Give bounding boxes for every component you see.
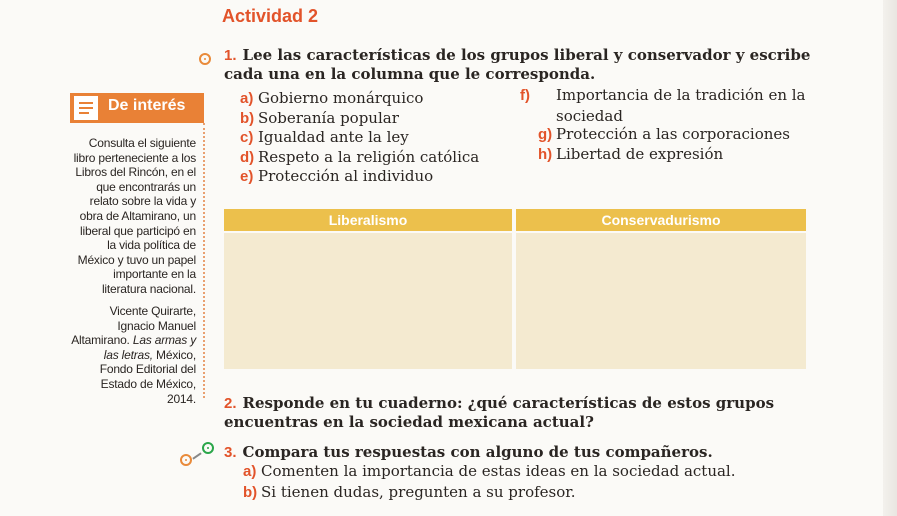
question-1-number: 1. — [224, 47, 237, 64]
question-2 — [224, 394, 814, 432]
question-3 — [224, 443, 814, 462]
option-b: b) Soberanía popular — [240, 109, 399, 127]
de-interes-header — [70, 93, 204, 123]
question-1-text: Lee las características de los grupos liberal y conservador y escribe cada una en la columna que le corresponda. — [224, 46, 811, 83]
column-header-liberalismo: Liberalismo — [224, 209, 512, 231]
reference-title: Las armas y las letras, — [103, 333, 196, 362]
option-a: a) Gobierno monárquico — [240, 89, 424, 107]
question-3-number: 3. — [224, 444, 237, 461]
q3-option-b: b) Si tienen dudas, pregunten a su profesor. — [243, 483, 576, 501]
de-interes-heading: De interés — [108, 97, 186, 114]
option-f: f) Importancia de la tradición en la sociedad — [520, 86, 806, 125]
sidebar-reference — [70, 304, 196, 406]
option-h: h) Libertad de expresión — [538, 145, 724, 163]
reference-authors: Vicente Quirarte, Ignacio Manuel Altamirano. — [71, 304, 196, 348]
question-3-text: Compara tus respuestas con alguno de tus compañeros. — [242, 443, 713, 461]
column-header-conservadurismo: Conservadurismo — [516, 209, 806, 231]
sidebar-intro: Consulta el siguiente libro perteneciente a los Libros del Rincón, en el que encontrarás un relato sobre la vida y obra de Altamirano, un liberal que participó en la vida política de México y tuvo un papel importante en la literatura nacional. — [73, 136, 196, 296]
pair-connector — [192, 452, 201, 459]
sidebar-divider — [203, 123, 205, 398]
pair-work-icon-green — [202, 442, 214, 454]
option-e: e) Protección al individuo — [240, 167, 434, 185]
column-cell-conservadurismo[interactable] — [516, 233, 806, 369]
classification-table — [224, 209, 806, 369]
option-g: g) Protección a las corporaciones — [538, 125, 790, 143]
option-d: d) Respeto a la religión católica — [240, 148, 480, 166]
column-cell-liberalismo[interactable] — [224, 233, 512, 369]
q3-option-a: a) Comenten la importancia de estas ideas en la sociedad actual. — [243, 462, 736, 480]
reference-publisher: México, Fondo Editorial del Estado de México, 2014. — [99, 347, 196, 406]
pair-work-icon-orange — [180, 454, 192, 466]
activity-title: Actividad 2 — [222, 6, 319, 26]
question-2-text: Responde en tu cuaderno: ¿qué características de estos grupos encuentras en la sociedad mexicana actual? — [224, 394, 775, 431]
question-2-number: 2. — [224, 395, 237, 412]
notes-icon — [72, 94, 100, 122]
individual-work-icon — [199, 53, 211, 65]
page-edge — [883, 0, 897, 516]
option-c: c) Igualdad ante la ley — [240, 128, 409, 146]
question-1 — [224, 46, 814, 84]
